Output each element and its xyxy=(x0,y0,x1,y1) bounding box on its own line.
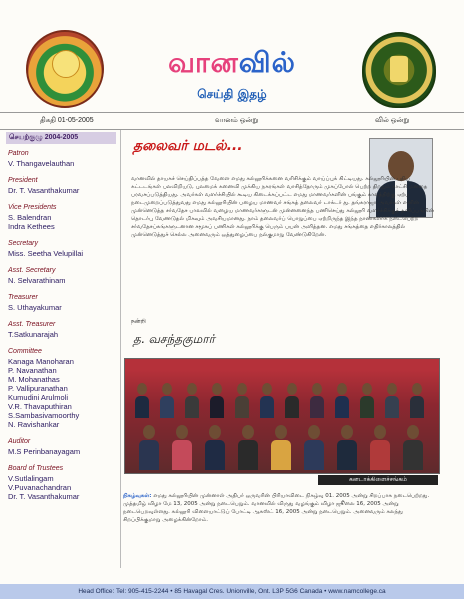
group-member-figure xyxy=(260,383,274,418)
committee-member-name: T.Satkunarajah xyxy=(8,330,59,339)
group-member-figure xyxy=(310,383,324,418)
committee-member-name: P. Vallipuranathan xyxy=(8,384,68,393)
committee-role-label: Asst. Secretary xyxy=(8,267,56,274)
issue-number: வில் ஒன்று xyxy=(375,117,410,124)
group-member-figure xyxy=(139,425,159,470)
group-member-figure xyxy=(385,383,399,418)
group-member-figure xyxy=(271,425,291,470)
news-section xyxy=(123,492,441,562)
committee-member-name: V.Puvanachandran xyxy=(8,483,72,492)
group-member-figure xyxy=(160,383,174,418)
committee-role-label: Patron xyxy=(8,150,29,157)
committee-role-label: Auditor xyxy=(8,438,31,445)
committee-member-name: Kanaga Manoharan xyxy=(8,357,74,366)
group-member-figure xyxy=(410,383,424,418)
committee-member-name: M. Mohanathas xyxy=(8,375,60,384)
group-member-figure xyxy=(403,425,423,470)
committee-role-label: Secretary xyxy=(8,240,38,247)
issue-volume: வானம் ஒன்று xyxy=(215,117,259,124)
message-paragraph: வானவில் தாயகச் செய்திப்பத்த வேளை எமது கல்லூரிக்கனை வரிசிக்கும் வாய்ப்புக் கிட்டியது. கல்லூரியின் புதிய கட்டடங்கள் பலவிறியடு, புலமைக் கனைவி முக்கிய நகரங்கள் வாசித்தோரும் முகப்போல் பெற்ற திறநும் காட்சி மனதை பரவசப்படுத்தியது. அவர்கள் வளர்ச்சியில் கூடிய கிடைக்கப்பட்ட எமது மாணவர்களின் பங்கும் காலத்திற்கு ஏற்ப நடைமுறைப்படுத்துவது எமது கல்லூரியின் பழைய மாணவர் சங்கத் தலைவர் டாக்டர் து. தங்கராஜா அவர்கள் எனின் முன்னெடுத்த சர்வதேச பாலவில் வழைய மாணவர்களுடன் முன்னனைந்த பணிசெய்து கல்லூரி வளர்ச்சிக்குத் தனிப்பங்கின் தொடர்பு வேணடுதல் மிகவும் அவசியமானது. நாம் தலைவர்ப் பொறுப்பை ஏற்றிருந்த இந்த நாண்களாக நடைபெற்ற சர்வதேசப்கங்களுடனான சமூகப் பணிகள் கல்லூரிக்கு பெரும் பயன் அளித்தன. எமது சங்கத்தை எதிர்காலத்தில் முன்னெடுத்துச் செல்ல அனைவரும் ஒத்துழைப்பை நல்குமாறு வேண்டுகிறேன். xyxy=(131,176,434,238)
group-member-figure xyxy=(370,425,390,470)
title-part-2: வில் xyxy=(238,46,296,79)
newsletter-subtitle: செய்தி இதழ் xyxy=(197,87,267,101)
contact-footer: Head Office: Tel: 905-415-2244 • 85 Havagal Cres. Unionville, Ont. L3P 5G6 Canada • www.namcollege.ca xyxy=(0,584,464,599)
committee-member-name: S. Balendran xyxy=(8,213,52,222)
shield-emblem-icon xyxy=(390,56,408,82)
committee-member-name: Dr. T. Vasanthakumar xyxy=(8,492,80,501)
committee-member-name: P. Navanathan xyxy=(8,366,57,375)
group-member-figure xyxy=(185,383,199,418)
group-member-figure xyxy=(210,383,224,418)
committee-member-name: V. Thangavelauthan xyxy=(8,159,75,168)
committee-member-name: M.S Perinbanayagam xyxy=(8,447,81,456)
group-member-figure xyxy=(360,383,374,418)
committee-member-name: Dr. T. Vasanthakumar xyxy=(8,186,80,195)
title-part-1: வான xyxy=(168,46,239,79)
issue-date: திகதி 01-05-2005 xyxy=(40,117,94,124)
committee-member-name: N. Selvarathinam xyxy=(8,276,66,285)
newsletter-title xyxy=(125,46,339,86)
committee-role-label: Vice Presidents xyxy=(8,204,57,211)
group-member-figure xyxy=(337,425,357,470)
group-member-figure xyxy=(238,425,258,470)
news-lead: நிகழ்வுகள்: xyxy=(123,493,152,499)
sun-emblem-icon xyxy=(52,50,80,78)
committee-member-name: Miss. Seetha Velupillai xyxy=(8,249,84,258)
committee-role-label: Treasurer xyxy=(8,294,38,301)
committee-member-name: V.R. Thavaputhiran xyxy=(8,402,72,411)
issue-info-bar xyxy=(0,112,464,130)
group-member-figure xyxy=(335,383,349,418)
committee-member-name: Kumudini Arulmoli xyxy=(8,393,69,402)
group-member-figure xyxy=(285,383,299,418)
group-member-figure xyxy=(135,383,149,418)
committee-member-name: S. Uthayakumar xyxy=(8,303,62,312)
group-member-figure xyxy=(172,425,192,470)
school-crest-right xyxy=(362,32,436,108)
group-member-figure xyxy=(205,425,225,470)
committee-member-name: S.Sambasivamoorthy xyxy=(8,411,80,420)
committee-role-label: President xyxy=(8,177,38,184)
committee-member-name: V.Sutlalingam xyxy=(8,474,54,483)
news-text: எமது கல்லூரியின் முன்னாள் அதிபர் ஒருவரின் பிரியாவிடை நிகழ்வு 01. 2005 அன்று சிறப்பாக நடைபெற்றது. முத்தமிழ் விழா மே 13, 2005 அன்று நடைபெறும். வானவில் விருது வழங்கும் விழா ஜூலை 16, 2005 அன்று நடைபெறவுள்ளது. கல்லூரி விளையாட்டுப் போட்டி ஆகஸ்ட் 16, 2005 அன்று நடைபெறும். அனைவரும் கலந்து சிறப்பிக்குமாறு அழைக்கின்றோம். xyxy=(123,493,430,523)
group-photo-caption: கனடாக்கிளைச்சங்கம் xyxy=(318,475,438,485)
committee-member-name: N. Ravishankar xyxy=(8,420,60,429)
committee-role-label: Asst. Treasurer xyxy=(8,321,56,328)
committee-sidebar xyxy=(0,130,121,568)
committee-member-name: Indra Kethees xyxy=(8,222,55,231)
committee-role-label: Committee xyxy=(8,348,42,355)
presidents-message-heading: தலைவர் மடல்... xyxy=(133,138,243,154)
committee-role-label: Board of Trustees xyxy=(8,465,64,472)
branch-group-photo xyxy=(124,358,440,474)
group-member-figure xyxy=(235,383,249,418)
school-crest-left xyxy=(26,30,104,108)
committee-year-label: செயற்குழு 2004-2005 xyxy=(6,132,116,144)
group-member-figure xyxy=(304,425,324,470)
president-signature: த. வசந்தகுமார் xyxy=(133,332,215,346)
message-body xyxy=(131,175,441,239)
message-closing: நன்றி xyxy=(131,318,146,325)
